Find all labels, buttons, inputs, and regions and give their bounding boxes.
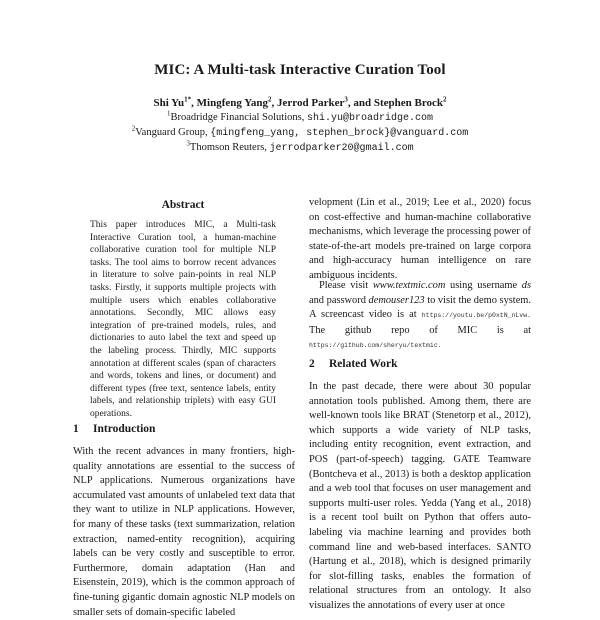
section-title: Related Work bbox=[329, 358, 398, 370]
author-sup: 2 bbox=[443, 95, 447, 104]
affiliation-3 bbox=[0, 141, 600, 155]
author-sup: 2 bbox=[268, 95, 272, 104]
affiliation-sup: 1 bbox=[166, 109, 171, 118]
visit-mid: and password bbox=[309, 294, 369, 306]
intro-heading bbox=[73, 423, 295, 435]
affiliation-email: {mingfeng_yang, stephen_brock}@vanguard.com bbox=[210, 128, 469, 139]
section-number: 1 bbox=[73, 423, 79, 435]
related-work-text: In the past decade, there were about 30 popular annotation tools published. Among them, there are well-known tools like BRAT (Stenetorp et al., 2012), which supports a wide variety of NLP tasks, including entity recognition, event extraction, and POS (part-of-speech) tagging. GATE Teamware (Bontcheva et al., 2013) is both a desktop application and a web tool that focuses on user management and supports multi-user roles. Yedda (Yang et al., 2018) is a recent tool built on Python that offers auto-labeling via machine learning and provides both command line and web-based interfaces. SANTO (Hartung et al., 2018), which is designed primarily for slot-filling tasks, enables the formation of relational structures from an ontology. It also visualizes the annotations of every user at once bbox=[309, 381, 531, 611]
affiliation-2 bbox=[0, 126, 600, 140]
paper-title: MIC: A Multi-task Interactive Curation Tool bbox=[154, 62, 446, 78]
section-number: 2 bbox=[309, 358, 315, 370]
demo-paragraph bbox=[309, 279, 531, 354]
video-link[interactable]: https://youtu.be/p0xtN_nLvw. bbox=[421, 312, 531, 320]
abstract-heading: Abstract bbox=[161, 199, 205, 211]
username-value: ds bbox=[521, 280, 532, 291]
author-name: Stephen Brock bbox=[373, 97, 444, 109]
password-value: demouser123 bbox=[368, 294, 425, 306]
affiliation-org: Vanguard Group, bbox=[135, 127, 208, 138]
author-sup: 3 bbox=[344, 95, 348, 104]
affiliation-sup: 2 bbox=[131, 124, 136, 133]
author-separator: , bbox=[271, 97, 278, 109]
abstract-text: This paper introduces MIC, a Multi-task Interactive Curation tool, a human-machine collaborative curation tool for multiple NLP tasks. The tool aims to borrow recent advances in literature to solve pain-points in real NLP tasks. Firstly, it supports multiple projects with multiple users which enables collaborative annotations. Secondly, MIC allows easy integration of pre-trained models, rules, and dictionaries to auto label the text and speed up the labeling process. Thirdly, MIC supports annotation at different scales (span of characters and words, tokens and lines, or document) and different types (free text, sentence labels, entity labels, and relationship triplets) with easy GUI operations. bbox=[90, 220, 276, 419]
intro-text: With the recent advances in many frontiers, high-quality annotations are essential to the success of NLP applications. Numerous organizations have accumulated vast amounts of unlabeled text data that they want to utilize in NLP applications. However, for many of these tasks (text summarization, relation extraction, named-entity recognition), acquiring labels can be very costly and susceptible to error. Furthermore, domain adaptation (Han and Eisenstein, 2019), which is the common approach of fine-tuning gigantic domain agnostic NLP models on smaller sets of domain-specific labeled bbox=[73, 446, 295, 618]
author-list bbox=[0, 97, 600, 109]
author-and: and bbox=[353, 97, 374, 109]
affiliation-sup: 3 bbox=[186, 139, 190, 148]
visit-mid: using username bbox=[445, 280, 522, 291]
repo-link[interactable]: https://github.com/sheryu/textmic. bbox=[309, 342, 442, 350]
affiliation-email: shi.yu@broadridge.com bbox=[306, 113, 434, 124]
author-name: Mingfeng Yang bbox=[196, 97, 269, 109]
author-name: Shi Yu bbox=[153, 97, 185, 109]
section-title: Introduction bbox=[93, 423, 156, 435]
affiliation-1 bbox=[0, 111, 600, 125]
affiliation-email: jerrodparker20@gmail.com bbox=[269, 143, 414, 154]
related-work-heading bbox=[309, 358, 531, 370]
author-separator: , bbox=[347, 97, 354, 109]
affiliation-org: Thomson Reuters, bbox=[189, 142, 267, 153]
author-name: Jerrod Parker bbox=[277, 97, 345, 109]
continuation-text: velopment (Lin et al., 2019; Lee et al., 2020) focus on cost-effective and human-machine collaborative mechanisms, which leverage the processing power of state-of-the-art models pre-trained on large corpora and high-accuracy human intelligence on rare ambiguous incidents. bbox=[309, 197, 531, 281]
visit-tail: to visit the demo system. A screencast video is at bbox=[309, 294, 531, 321]
author-separator: , bbox=[191, 97, 197, 109]
visit-lead: Please visit bbox=[319, 280, 373, 291]
affiliation-org: Broadridge Financial Solutions, bbox=[170, 112, 305, 123]
website-link[interactable]: www.textmic.com bbox=[372, 280, 446, 291]
visit-tail: The github repo of MIC is at bbox=[309, 324, 531, 336]
author-sup: 1* bbox=[184, 95, 192, 104]
